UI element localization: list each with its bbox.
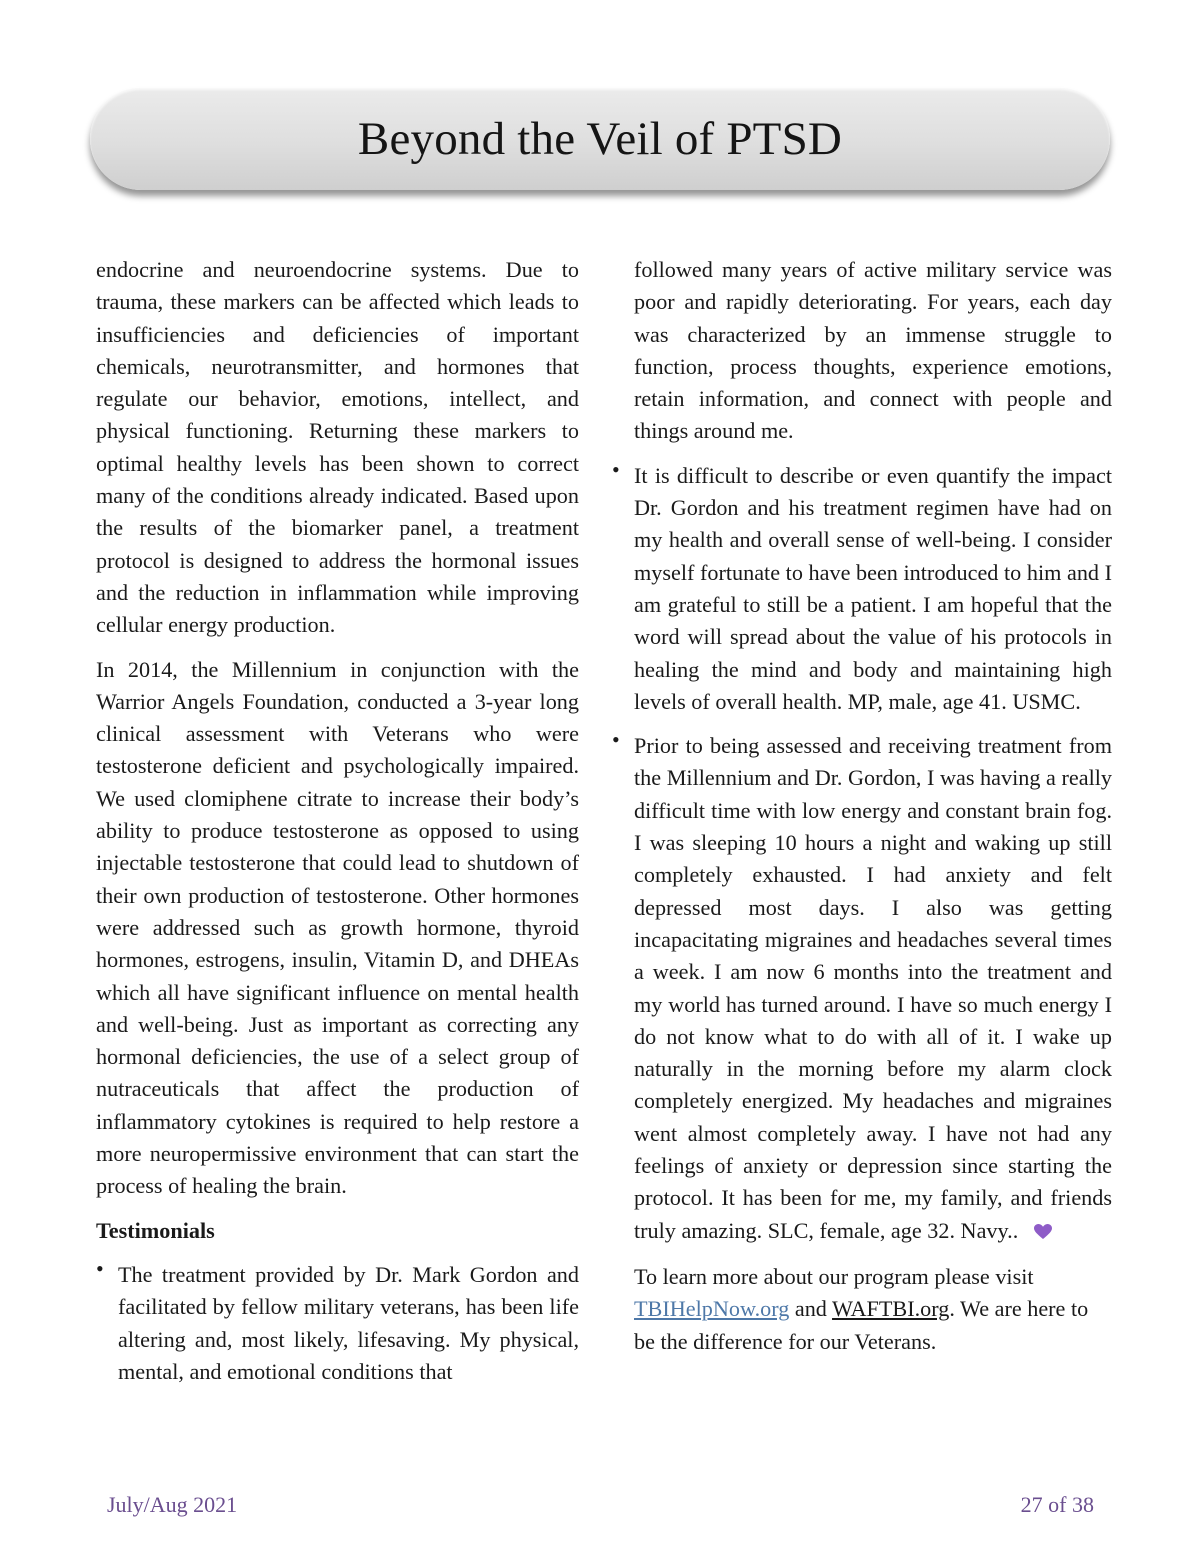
testimonial-list bbox=[612, 456, 1112, 1249]
testimonial-item bbox=[612, 456, 1112, 718]
testimonial-item bbox=[612, 727, 1112, 1249]
bullet-icon: • bbox=[96, 1255, 104, 1281]
footer-page-number: 27 of 38 bbox=[1020, 1492, 1094, 1517]
right-column bbox=[612, 254, 1112, 1370]
closing-paragraph bbox=[612, 1261, 1112, 1358]
body-paragraph: endocrine and neuroendocrine systems. Due to trauma, these markers can be affected which leads to insufficiencies and deficiencies of important chemicals, neurotransmitter, and hormones that regulate our behavior, emotions, intellect, and physical functioning. Returning these markers to optimal healthy levels has been shown to correct many of the conditions already indicated. Based upon the results of the biomarker panel, a treatment protocol is designed to address the hormonal issues and the reduction in inflammation while improving cellular energy production. bbox=[96, 257, 579, 638]
testimonial-text: Prior to being assessed and receiving treatment from the Millennium and Dr. Gordon, I was having a really difficult time with low energy and constant brain fog. I was sleeping 10 hours a night and waking up still completely exhausted. I had anxiety and felt depressed most days. I also was getting incapacitating migraines and headaches several times a week. I am now 6 months into the treatment and my world has turned around. I have so much energy I do not know what to do with all of it. I wake up naturally in the morning before my alarm clock completely energized. My headaches and migraines went almost completely away. I have not had any feelings of anxiety or depression since starting the protocol. It has been for me, my family, and friends truly amazing. SLC, female, age 32. Navy.. bbox=[634, 733, 1112, 1243]
closing-suffix: . We are here to be the difference for our Veterans. bbox=[634, 1296, 1089, 1354]
testimonial-list bbox=[96, 1255, 579, 1388]
footer-issue: July/Aug 2021 bbox=[107, 1492, 238, 1517]
page-title: Beyond the Veil of PTSD bbox=[357, 113, 843, 165]
body-paragraph: In 2014, the Millennium in conjunction with the Warrior Angels Foundation, conducted a 3-year long clinical assessment with Veterans who were testosterone deficient and psychologically impaired. We used clomiphene citrate to increase their body’s ability to produce testosterone as opposed to using injectable testosterone that could lead to shutdown of their own production of testosterone. Other hormones were addressed such as growth hormone, thyroid hormones, estrogens, insulin, Vitamin D, and DHEAs which all have significant influence on mental health and well-being. Just as important as correcting any hormonal deficiencies, the use of a select group of nutraceuticals that affect the production of inflammatory cytokines is required to help restore a more neuropermissive environment that can start the process of healing the brain. bbox=[96, 656, 579, 1199]
testimonial-continuation: followed many years of active military service was poor and rapidly deteriorating. For years, each day was characterized by an immense struggle to function, process thoughts, experience emotions, retain information, and connect with people and things around me. bbox=[634, 257, 1112, 444]
testimonial-text: It is difficult to describe or even quantify the impact Dr. Gordon and his treatment regimen have had on my health and overall sense of well-being. I consider myself fortunate to have been introduced to him and I am grateful to still be a patient. I am hopeful that the word will spread about the value of his protocols in healing the mind and body and maintaining high levels of overall health. MP, male, age 41. USMC. bbox=[634, 462, 1112, 714]
testimonial-text: The treatment provided by Dr. Mark Gordon and facilitated by fellow military veterans, has been life altering and, most likely, lifesaving. My physical, mental, and emotional conditions that bbox=[118, 1261, 579, 1384]
left-column bbox=[96, 254, 579, 1400]
purple-heart-icon bbox=[1034, 1217, 1052, 1249]
title-banner bbox=[90, 88, 1110, 190]
testimonials-heading: Testimonials bbox=[96, 1217, 215, 1243]
waftbi-link[interactable]: WAFTBI.org bbox=[832, 1296, 950, 1322]
closing-prefix: To learn more about our program please visit bbox=[634, 1263, 1034, 1289]
bullet-icon: • bbox=[612, 727, 620, 753]
closing-middle: and bbox=[789, 1296, 833, 1322]
bullet-icon: • bbox=[612, 456, 620, 482]
testimonial-item bbox=[96, 1255, 579, 1388]
tbihelpnow-link[interactable]: TBIHelpNow.org bbox=[634, 1296, 790, 1322]
